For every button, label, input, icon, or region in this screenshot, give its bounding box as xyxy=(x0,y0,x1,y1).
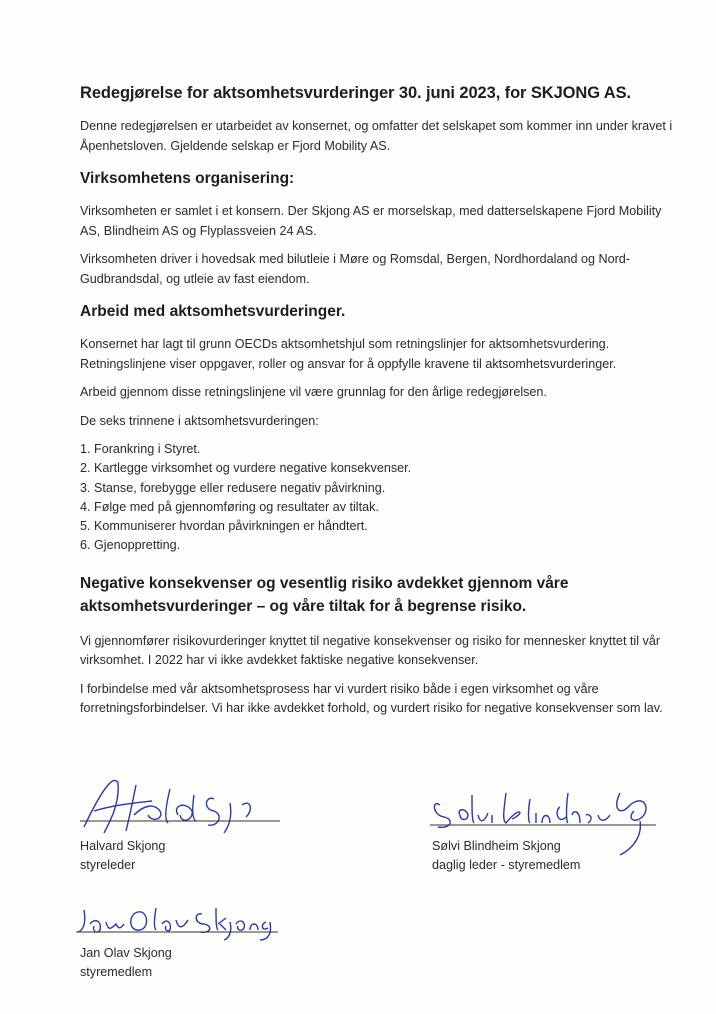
aktsomhet-paragraph-2: Arbeid gjennom disse retningslinjene vil være grunnlag for den årlige redegjørelsen. xyxy=(80,385,547,399)
document-title: Redegjørelse for aktsomhetsvurderinger 30. juni 2023, for SKJONG AS. xyxy=(80,84,632,102)
signer-role: styremedlem xyxy=(80,965,153,979)
organisering-paragraph-2: Virksomheten driver i hovedsak med bilutleie i Møre og Romsdal, Bergen, Nordhordaland og Nord-Gudbrandsdal, og utleie av fast eiendom. xyxy=(80,252,630,286)
list-item: 3. Stanse, forebygge eller redusere negativ påvirkning. xyxy=(80,480,386,495)
list-item: 2. Kartlegge virksomhet og vurdere negative konsekvenser. xyxy=(80,461,412,476)
handwritten-signature-halvard xyxy=(74,775,294,835)
signer-role: styreleder xyxy=(80,858,136,872)
section-heading-organisering: Virksomhetens organisering: xyxy=(80,170,295,187)
signature-block-solvi xyxy=(432,785,672,895)
list-item: 5. Kommuniserer hvordan påvirkningen er håndtert. xyxy=(80,519,368,534)
signature-block-halvard xyxy=(80,775,300,875)
signer-name: Jan Olav Skjong xyxy=(80,946,172,960)
handwritten-signature-solvi xyxy=(430,785,670,845)
signature-block-jan xyxy=(80,900,300,990)
organisering-paragraph-1: Virksomheten er samlet i et konsern. Der Skjong AS er morselskap, med datterselskapene Fjord Mobility AS, Blindheim AS og Flyplassveien 24 AS. xyxy=(80,204,662,238)
intro-paragraph: Denne redegjørelsen er utarbeidet av konsernet, og omfatter det selskapet som kommer inn under kravet i Åpenhetsloven. Gjeldende selskap er Fjord Mobility AS. xyxy=(80,119,673,153)
signer-name: Halvard Skjong xyxy=(80,839,166,853)
risiko-paragraph-2: I forbindelse med vår aktsomhetsprosess har vi vurdert risiko både i egen virksomhet og våre forretningsforbindelser. Vi har ikke avdekket forhold, og vurdert risiko for negative konsekvenser som lav. xyxy=(80,681,663,716)
document-body xyxy=(80,84,680,728)
section-heading-aktsomhet: Arbeid med aktsomhetsvurderinger. xyxy=(80,303,346,320)
list-item: 6. Gjenoppretting. xyxy=(80,538,181,553)
risiko-paragraph-1: Vi gjennomfører risikovurderinger knyttet til negative konsekvenser og risiko for mennesker knyttet til vår virksomhet. I 2022 har vi ikke avdekket faktiske negative konsekvenser. xyxy=(80,633,661,668)
aktsomhet-paragraph-3: De seks trinnene i aktsomhetsvurderingen: xyxy=(80,413,319,428)
signer-role: daglig leder - styremedlem xyxy=(432,858,581,872)
signer-name: Sølvi Blindheim Skjong xyxy=(432,839,561,853)
section-heading-risiko: Negative konsekvenser og vesentlig risiko avdekket gjennom våre aktsomhetsvurderinger – og våre tiltak for å begrense risiko. xyxy=(80,574,569,615)
list-item: 4. Følge med på gjennomføring og resultater av tiltak. xyxy=(80,499,379,514)
aktsomhet-paragraph-1: Konsernet har lagt til grunn OECDs aktsomhetshjul som retningslinjer for aktsomhetsvurdering. Retningslinjene viser oppgaver, roller og ansvar for å oppfylle kravene til aktsomhetsvurderinger. xyxy=(80,337,617,371)
steps-list xyxy=(80,440,680,556)
list-item: 1. Forankring i Styret. xyxy=(80,442,201,456)
handwritten-signature-jan xyxy=(76,900,296,940)
